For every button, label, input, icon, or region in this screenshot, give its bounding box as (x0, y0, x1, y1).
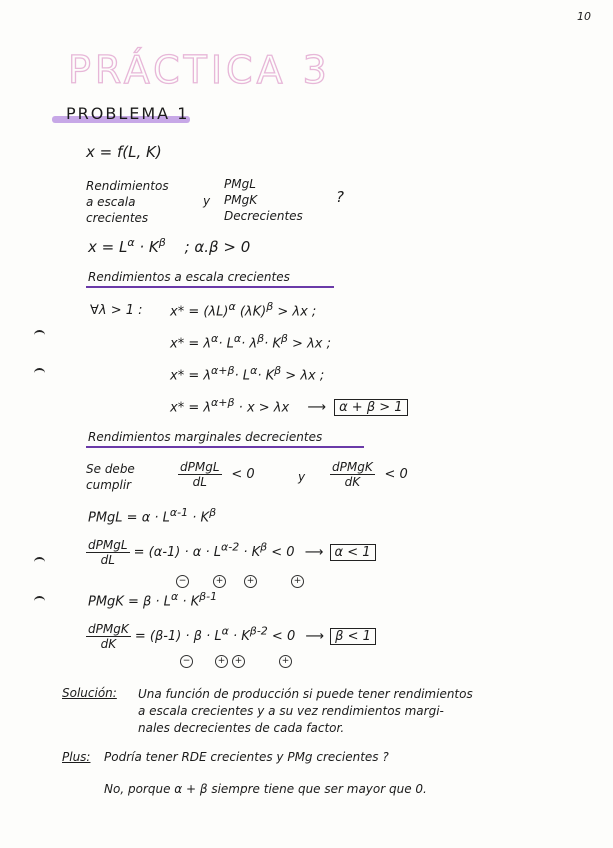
question-left: Rendimientos a escala crecientes (86, 179, 169, 225)
section-rmd-underline (86, 446, 364, 448)
condition-2: $\frac{\text{dPMgK}}{dK}$ < 0 (332, 460, 408, 489)
signs-row-2: − + + + (180, 648, 292, 668)
rase-line-3: $x* = \lambda^{\alpha+\beta}\cdot L^\alpha\cdot K^\beta > \lambda x$ ; (170, 364, 325, 384)
condition-1: $\frac{\text{dPMgL}}{dL}$ < 0 (180, 460, 255, 489)
page-number: 10 (577, 10, 591, 23)
cobb-douglas: $x = L^\alpha \cdot K^\beta$ ; α.β > 0 (88, 236, 251, 256)
alpha-result-box: α < 1 (330, 544, 376, 561)
rase-line-2: $x* = \lambda^\alpha\cdot L^\alpha\cdot \lambda^\beta\cdot K^\beta > \lambda x$ ; (170, 332, 331, 352)
binder-hole (34, 596, 45, 606)
pmgl-formula: PMgL = $\alpha \cdot L^{\alpha-1} \cdot K^\beta$ (88, 506, 217, 526)
rase-line-4: $x* = \lambda^{\alpha+\beta} \cdot x > \lambda x$ ⟶ α + β > 1 (170, 396, 408, 415)
rase-result-box: α + β > 1 (334, 399, 407, 416)
binder-hole (34, 557, 45, 567)
page-title: PRÁCTICA 3 (68, 48, 331, 92)
rase-line-1: $x* = (\lambda L)^\alpha$ $(\lambda K)^\beta > \lambda x$ ; (170, 300, 317, 320)
plus-label: Plus: (62, 750, 91, 764)
section-rmd-heading: Rendimientos marginales decrecientes (88, 430, 323, 444)
must-comply: Se debe cumplir (86, 462, 135, 492)
condition-and: y (298, 470, 306, 484)
forall: ∀λ > 1 : (90, 303, 143, 318)
pmgk-derivative: $\frac{\text{dPMgK}}{dK}$ = $(\beta-1) \cdot \beta \cdot L^\alpha \cdot K^{\beta-2} < 0$ ⟶ β < 1 (86, 622, 376, 651)
production-function: x = f(L, K) (86, 143, 162, 161)
section-rase-underline (86, 286, 334, 288)
question-conj: y (203, 194, 211, 208)
solution-label: Solución: (62, 686, 117, 700)
pmgl-derivative: $\frac{\text{dPMgL}}{dL}$ = $(\alpha-1) \cdot \alpha \cdot L^{\alpha-2} \cdot K^\beta < 0$ ⟶ α < 1 (86, 538, 376, 567)
plus-answer: No, porque α + β siempre tiene que ser mayor que 0. (104, 782, 427, 796)
section-rase-heading: Rendimientos a escala crecientes (88, 270, 290, 284)
plus-question: Podría tener RDE crecientes y PMg crecientes ? (104, 750, 389, 764)
beta-result-box: β < 1 (330, 628, 376, 645)
signs-row-1: − + + + (176, 568, 304, 588)
problem-heading: PROBLEMA 1 (66, 104, 190, 123)
question-right: PMgL PMgK Decrecientes (224, 177, 303, 223)
pmgk-formula: PMgK = $\beta \cdot L^\alpha \cdot K^{\beta-1}$ (88, 590, 218, 610)
binder-hole (34, 368, 45, 378)
solution-text: Una función de producción si puede tener rendimientos a escala crecientes y a su vez rendimientos margi- nales decrecientes de cada factor. (138, 687, 473, 735)
question-mark: ? (336, 188, 344, 206)
binder-hole (34, 330, 45, 340)
